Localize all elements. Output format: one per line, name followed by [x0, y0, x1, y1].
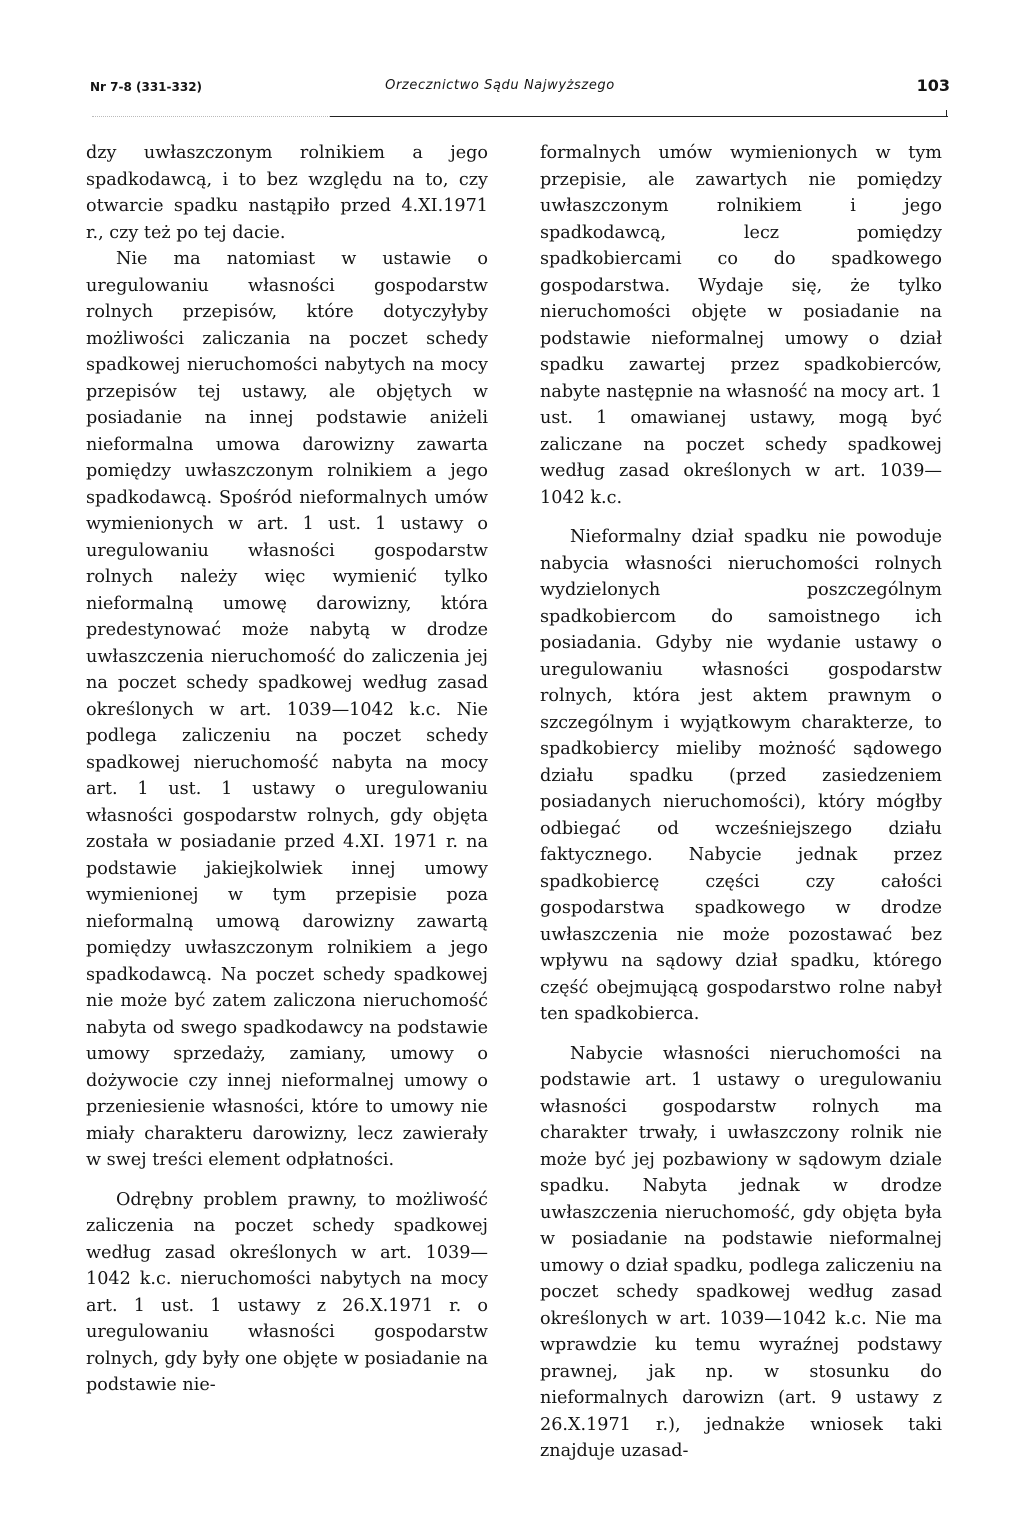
left-paragraph-3: Odrębny problem prawny, to możliwość zaliczenia na poczet schedy spadkowej według zasad określonych w art. 1039—1042 k.c. nieruchomości nabytych na mocy art. 1 ust. 1 ustawy z 26.X.1971 r. o uregulowaniu własności gospodarstw rolnych, gdy były one objęte w posiadanie na podstawie nie-: [86, 1189, 488, 1395]
right-paragraph-1: formalnych umów wymienionych w tym przepisie, ale zawartych nie pomiędzy uwłaszczonym rolnikiem i jego spadkodawcą, lecz pomiędzy spadkobiercami co do spadkowego gospodarstwa. Wydaje się, że tylko nieruchomości objęte w posiadanie na podstawie nieformalnej umowy o dział spadku zawartej przez spadkobierców, nabyte następnie na własność na mocy art. 1 ust. 1 omawianej ustawy, mogą być zaliczane na poczet schedy spadkowej według zasad określonych w art. 1039—1042 k.c.: [540, 143, 942, 508]
header-rule-faint: [92, 116, 330, 117]
issue-number: Nr 7-8 (331-332): [90, 80, 203, 94]
header-rule: [330, 116, 948, 117]
running-header: [90, 76, 950, 100]
left-paragraph-1: dzy uwłaszczonym rolnikiem a jego spadkodawcą, i to bez względu na to, czy otwarcie spadku nastąpiło przed 4.XI.1971 r., czy też po tej dacie.: [86, 143, 488, 243]
left-column: [86, 140, 488, 1399]
right-column: [540, 140, 942, 1465]
journal-title: Orzecznictwo Sądu Najwyższego: [385, 78, 615, 93]
right-paragraph-3: Nabycie własności nieruchomości na podstawie art. 1 ustawy o uregulowaniu własności gospodarstw rolnych ma charakter trwały, i uwłaszczony rolnik nie może być jej pozbawiony w sądowym dziale spadku. Nabyta jednak w drodze uwłaszczenia nieruchomość, gdy objęta była w posiadanie na podstawie nieformalnej umowy o dział spadku, podlega zaliczeniu na poczet schedy spadkowej według zasad określonych w art. 1039—1042 k.c. Nie ma wprawdzie ku temu wyraźnej podstawy prawnej, jak np. w stosunku do nieformalnych darowizn (art. 9 ustawy z 26.X.1971 r.), jednakże wniosek taki znajduje uzasad-: [540, 1043, 942, 1461]
page-number: 103: [916, 76, 950, 95]
header-rule-end-tick: [946, 110, 947, 117]
right-paragraph-2: Nieformalny dział spadku nie powoduje nabycia własności nieruchomości rolnych wydzielonych poszczególnym spadkobiercom do samoistnego ich posiadania. Gdyby nie wydanie ustawy o uregulowaniu własności gospodarstw rolnych, która jest aktem prawnym o szczególnym i wyjątkowym charakterze, to spadkobiercy mieliby możność sądowego działu spadku (przed zasiedzeniem posiadanych nieruchomości), który mógłby odbiegać od wcześniejszego działu faktycznego. Nabycie jednak przez spadkobiercę części czy całości gospodarstwa spadkowego w drodze uwłaszczenia nie może pozostawać bez wpływu na sądowy dział spadku, którego część obejmującą gospodarstwo rolne nabył ten spadkobierca.: [540, 527, 942, 1024]
left-paragraph-2: Nie ma natomiast w ustawie o uregulowaniu własności gospodarstw rolnych przepisów, które dotyczyłyby możliwości zaliczania na poczet schedy spadkowej nieruchomości nabytych na mocy przepisów tej ustawy, ale objętych w posiadanie na innej podstawie aniżeli nieformalna umowa darowizny zawarta pomiędzy uwłaszczonym rolnikiem a jego spadkodawcą. Spośród nieformalnych umów wymienionych w art. 1 ust. 1 ustawy o uregulowaniu własności gospodarstw rolnych należy więc wymienić tylko nieformalną umowę darowizny, która predestynować może nabytą w drodze uwłaszczenia nieruchomość do zaliczenia jej na poczet schedy spadkowej według zasad określonych w art. 1039—1042 k.c. Nie podlega zaliczeniu na poczet schedy spadkowej nieruchomość nabyta na mocy art. 1 ust. 1 ustawy o uregulowaniu własności gospodarstw rolnych, gdy objęta została w posiadanie przed 4.XI. 1971 r. na podstawie jakiejkolwiek innej umowy wymienionej w tym przepisie poza nieformalną umową darowizny zawartą pomiędzy uwłaszczonym rolnikiem a jego spadkodawcą. Na poczet schedy spadkowej nie może być zatem zaliczona nieruchomość nabyta od swego spadkodawcy na podstawie umowy sprzedaży, zamiany, umowy o dożywocie czy innej nieformalnej umowy o przeniesienie własności, które to umowy nie miały charakteru darowizny, lecz zawierały w swej treści element odpłatności.: [86, 249, 488, 1170]
